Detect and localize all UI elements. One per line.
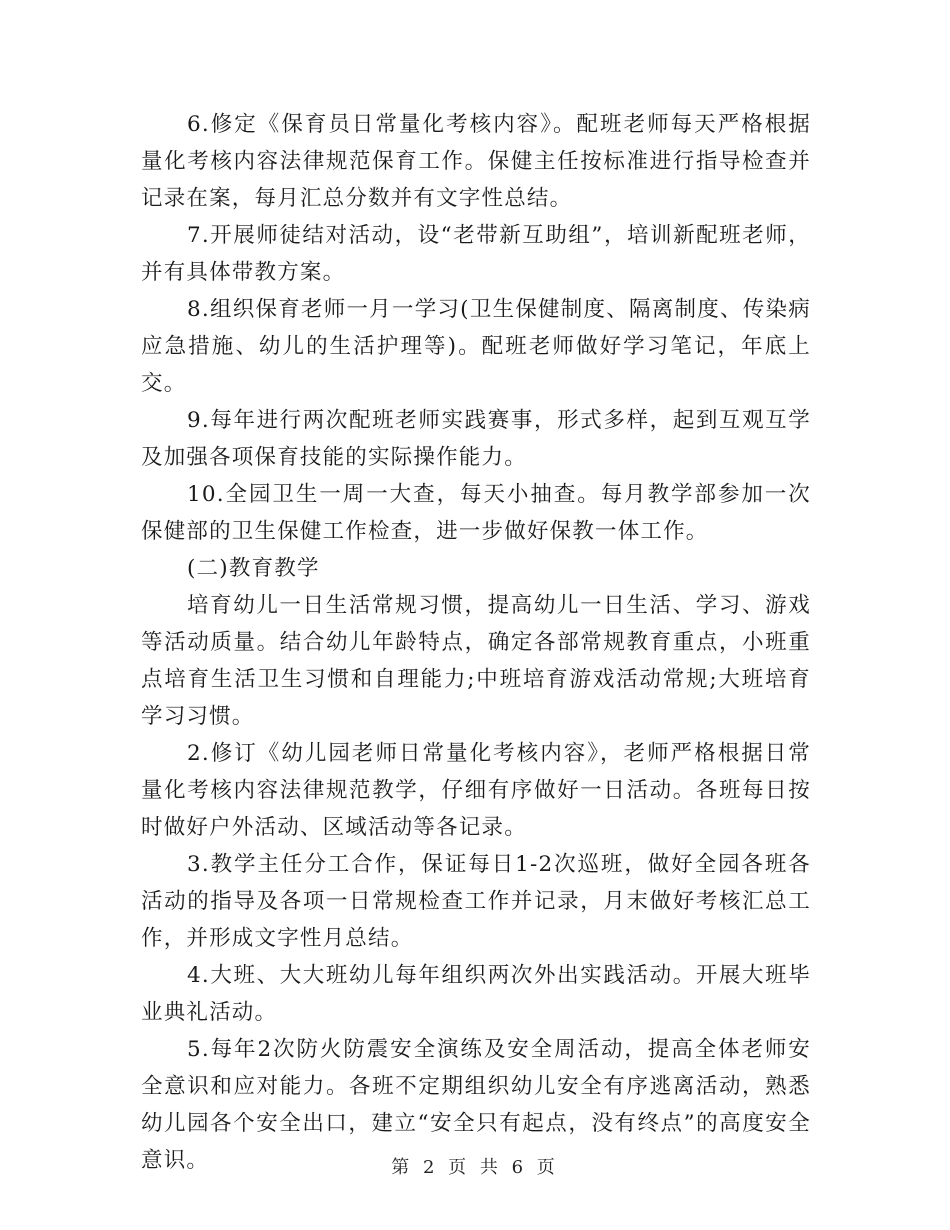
paragraph-6-maintenance-assessment: 6.修定《保育员日常量化考核内容》。配班老师每天严格根据量化考核内容法律规范保育工作。保健主任按标准进行指导检查并记录在案，每月汇总分数并有文字性总结。 [141, 112, 811, 211]
paragraph-10-hygiene-check: 10.全园卫生一周一大查，每天小抽查。每月教学部参加一次保健部的卫生保健工作检查，进一步做好保教一体工作。 [141, 482, 811, 544]
section-heading-education: (二)教育教学 [187, 556, 320, 581]
paragraph-9-competition: 9.每年进行两次配班老师实践赛事，形式多样，起到互观互学及加强各项保育技能的实际操作能力。 [141, 408, 811, 470]
paragraph-7-mentoring: 7.开展师徒结对活动，设“老带新互助组”，培训新配班老师，并有具体带教方案。 [141, 223, 811, 285]
paragraph-2-teacher-assessment: 2.修订《幼儿园老师日常量化考核内容》，老师严格根据日常量化考核内容法律规范教学，仔细有序做好一日活动。各班每日按时做好户外活动、区域活动等各记录。 [141, 741, 811, 840]
paragraph-8-monthly-study: 8.组织保育老师一月一学习(卫生保健制度、隔离制度、传染病应急措施、幼儿的生活护理等)。配班老师做好学习笔记，年底上交。 [141, 297, 811, 396]
paragraph-3-inspection: 3.教学主任分工合作，保证每日1-2次巡班，做好全园各班各活动的指导及各项一日常规检查工作并记录，月末做好考核汇总工作，并形成文字性月总结。 [141, 852, 811, 951]
document-body [141, 106, 811, 1179]
page-number-footer: 第 2 页 共 6 页 [391, 1157, 559, 1178]
paragraph-daily-routine: 培育幼儿一日生活常规习惯，提高幼儿一日生活、学习、游戏等活动质量。结合幼儿年龄特点，确定各部常规教育重点，小班重点培育生活卫生习惯和自理能力;中班培育游戏活动常规;大班培育学习习惯。 [141, 593, 811, 729]
paragraph-4-outings: 4.大班、大大班幼儿每年组织两次外出实践活动。开展大班毕业典礼活动。 [141, 963, 811, 1025]
paragraph-5-safety-drills: 5.每年2次防火防震安全演练及安全周活动，提高全体老师安全意识和应对能力。各班不定期组织幼儿安全有序逃离活动，熟悉幼儿园各个安全出口，建立“安全只有起点，没有终点”的高度安全意识。 [141, 1037, 811, 1173]
